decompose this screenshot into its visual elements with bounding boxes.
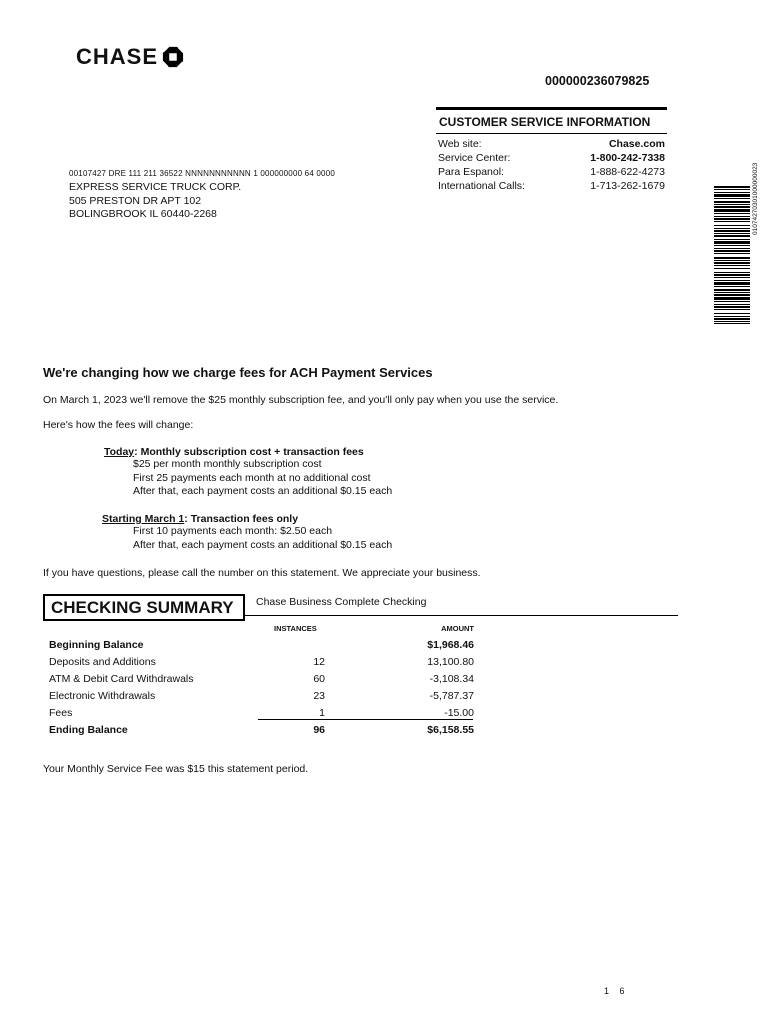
fee-line: After that, each payment costs an additional $0.15 each bbox=[133, 538, 393, 551]
march-label: Starting March 1 bbox=[102, 513, 185, 525]
address-line: EXPRESS SERVICE TRUCK CORP. bbox=[69, 181, 242, 193]
row-instances: 23 bbox=[313, 690, 325, 702]
table-row bbox=[49, 721, 474, 738]
address-line: 505 PRESTON DR APT 102 bbox=[69, 194, 202, 207]
march-fee-block bbox=[102, 513, 392, 552]
march-heading bbox=[102, 513, 392, 525]
fee-line: First 10 payments each month: $2.50 each bbox=[133, 525, 333, 537]
table-row bbox=[49, 636, 474, 653]
cs-row-international bbox=[436, 179, 667, 193]
row-amount: -15.00 bbox=[444, 707, 474, 719]
today-heading-text: : Monthly subscription cost + transaction fees bbox=[134, 446, 364, 458]
row-amount: $6,158.55 bbox=[427, 724, 474, 736]
table-row bbox=[49, 670, 474, 687]
customer-service-box bbox=[436, 107, 667, 193]
service-fee-note: Your Monthly Service Fee was $15 this statement period. bbox=[43, 763, 309, 775]
row-amount: $1,968.46 bbox=[427, 639, 474, 651]
checking-summary-title: CHECKING SUMMARY bbox=[43, 594, 245, 621]
cs-label: International Calls: bbox=[438, 180, 525, 192]
row-instances: 60 bbox=[313, 673, 325, 685]
notice-paragraph: On March 1, 2023 we'll remove the $25 monthly subscription fee, and you'll only pay when you use the service. bbox=[43, 394, 559, 406]
row-amount: 13,100.80 bbox=[427, 656, 474, 668]
product-name: Chase Business Complete Checking bbox=[256, 596, 427, 608]
row-label: Beginning Balance bbox=[49, 639, 144, 651]
today-label: Today bbox=[104, 446, 135, 458]
address-line: BOLINGBROOK IL 60440-2268 bbox=[69, 208, 217, 220]
cs-row-service-center bbox=[436, 151, 667, 165]
today-fee-block bbox=[104, 446, 392, 499]
chase-octagon-icon bbox=[162, 46, 184, 68]
cs-row-espanol bbox=[436, 165, 667, 179]
cs-label: Para Espanol: bbox=[438, 166, 504, 178]
notice-paragraph: Here's how the fees will change: bbox=[43, 419, 194, 431]
page-number: 1 6 bbox=[604, 986, 625, 996]
amount-header: AMOUNT bbox=[441, 624, 474, 633]
chase-logo bbox=[76, 44, 184, 70]
barcode-number: 01074270301000000023 bbox=[752, 162, 759, 235]
march-heading-text: : Transaction fees only bbox=[184, 513, 299, 525]
mailing-address bbox=[69, 181, 241, 222]
account-number: 000000236079825 bbox=[545, 74, 650, 88]
row-amount: -3,108.34 bbox=[429, 673, 474, 685]
total-divider bbox=[258, 719, 473, 720]
fee-line: $25 per month monthly subscription cost bbox=[133, 458, 322, 470]
row-label: Deposits and Additions bbox=[49, 656, 156, 668]
cs-website-link[interactable]: Chase.com bbox=[608, 138, 665, 150]
cs-value: 1-888-622-4273 bbox=[590, 166, 665, 178]
table-row bbox=[49, 653, 474, 670]
row-instances: 96 bbox=[313, 724, 325, 736]
questions-note: If you have questions, please call the number on this statement. We appreciate your business. bbox=[43, 567, 481, 579]
cs-label: Service Center: bbox=[438, 152, 511, 164]
mail-code-line: 00107427 DRE 111 211 36522 NNNNNNNNNNN 1 000000000 64 0000 bbox=[69, 169, 335, 178]
summary-rule bbox=[245, 615, 678, 616]
row-label: Fees bbox=[49, 707, 73, 719]
cs-value: 1-800-242-7338 bbox=[590, 152, 665, 164]
row-instances: 12 bbox=[313, 656, 325, 668]
row-instances: 1 bbox=[319, 707, 325, 719]
barcode-icon bbox=[714, 186, 750, 324]
row-label: Ending Balance bbox=[49, 724, 128, 736]
cs-value: 1-713-262-1679 bbox=[590, 180, 665, 192]
summary-table bbox=[49, 622, 474, 738]
customer-service-title: CUSTOMER SERVICE INFORMATION bbox=[436, 110, 667, 134]
cs-row-website bbox=[436, 137, 667, 151]
row-label: ATM & Debit Card Withdrawals bbox=[49, 673, 194, 685]
fee-line: After that, each payment costs an additional $0.15 each bbox=[133, 485, 393, 497]
row-label: Electronic Withdrawals bbox=[49, 690, 156, 702]
today-heading bbox=[104, 446, 392, 458]
notice-title: We're changing how we charge fees for ACH Payment Services bbox=[43, 365, 433, 380]
logo-wordmark: CHASE bbox=[76, 44, 159, 69]
summary-header-row bbox=[49, 622, 474, 636]
table-row bbox=[49, 687, 474, 704]
cs-label: Web site: bbox=[438, 138, 482, 150]
fee-line: First 25 payments each month at no additional cost bbox=[133, 471, 371, 484]
instances-header: INSTANCES bbox=[274, 624, 317, 633]
row-amount: -5,787.37 bbox=[429, 690, 474, 702]
